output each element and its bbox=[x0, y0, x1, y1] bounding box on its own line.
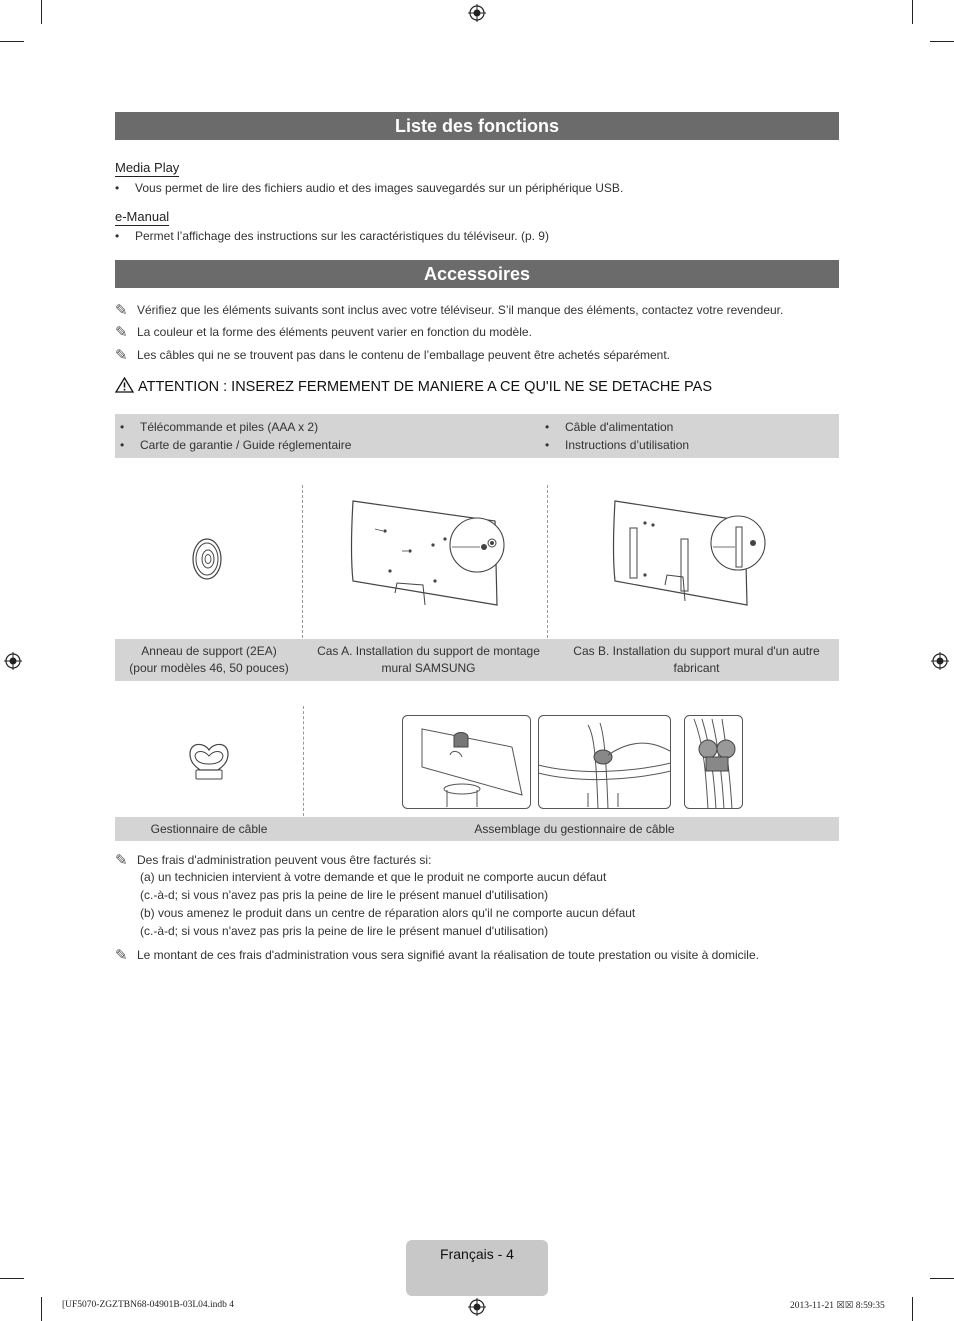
caption-cable-manager: Gestionnaire de câble bbox=[150, 822, 268, 836]
crop-mark bbox=[41, 0, 42, 24]
crop-mark bbox=[0, 41, 24, 42]
divider bbox=[303, 706, 304, 816]
crop-mark bbox=[0, 1278, 24, 1279]
registration-mark-icon bbox=[468, 4, 486, 22]
cable-manager-illustration bbox=[186, 740, 232, 784]
crop-mark bbox=[930, 1278, 954, 1279]
section-title-features: Liste des fonctions bbox=[115, 112, 839, 140]
print-file-info: [UF5070-ZGZTBN68-04901B-03L04.indb 4 bbox=[62, 1300, 235, 1310]
feature-desc: • Vous permet de lire des fichiers audio et des images sauvegardés sur un périphérique USB. bbox=[115, 181, 624, 195]
caption-case-b: Cas B. Installation du support mural d'un autre fabricant bbox=[573, 644, 820, 675]
caption-cable-manager-assembly: Assemblage du gestionnaire de câble bbox=[474, 822, 675, 836]
third-party-wall-mount-illustration bbox=[605, 493, 775, 623]
fee-note-line: (b) vous amenez le produit dans un centre de réparation alors qu'il ne comporte aucun défaut bbox=[140, 906, 636, 920]
accessory-item: • Télécommande et piles (AAA x 2) bbox=[120, 420, 319, 434]
pencil-note-icon: ✎ bbox=[115, 947, 128, 964]
pencil-note-icon: ✎ bbox=[115, 324, 128, 341]
feature-name-e-manual: e-Manual bbox=[115, 209, 170, 224]
registration-mark-icon bbox=[4, 652, 22, 670]
section-title-accessories: Accessoires bbox=[115, 260, 839, 288]
pencil-note-icon: ✎ bbox=[115, 852, 128, 869]
samsung-wall-mount-illustration bbox=[345, 493, 515, 623]
fee-note-line: (c.-à-d; si vous n'avez pas pris la peine de lire le présent manuel d'utilisation) bbox=[140, 924, 549, 938]
fee-note-last: ✎ Le montant de ces frais d'administration vous sera signifié avant la réalisation de toute prestation ou visite à domicile. bbox=[115, 947, 759, 964]
accessory-item: • Câble d'alimentation bbox=[545, 420, 674, 434]
crop-mark bbox=[41, 1297, 42, 1321]
caption-holder-ring: Anneau de support (2EA) (pour modèles 46, 50 pouces) bbox=[129, 644, 289, 675]
warning-triangle-icon bbox=[115, 377, 134, 393]
fee-note-line: (a) un technicien intervient à votre demande et que le produit ne comporte aucun défaut bbox=[140, 870, 607, 884]
crop-mark bbox=[912, 0, 913, 24]
pencil-note-icon: ✎ bbox=[115, 347, 128, 364]
feature-name-media-play: Media Play bbox=[115, 160, 180, 175]
accessory-item: • Carte de garantie / Guide réglementaire bbox=[120, 438, 352, 452]
registration-mark-icon bbox=[468, 1298, 486, 1316]
caption-case-a: Cas A. Installation du support de montage mural SAMSUNG bbox=[317, 644, 540, 675]
fee-note-line: (c.-à-d; si vous n'avez pas pris la peine de lire le présent manuel d'utilisation) bbox=[140, 888, 549, 902]
cable-manager-step1-illustration bbox=[402, 715, 531, 809]
note: ✎ Vérifiez que les éléments suivants sont inclus avec votre téléviseur. S’il manque des éléments, contactez votre revendeur. bbox=[115, 302, 784, 319]
cable-manager-step2-illustration bbox=[538, 715, 671, 809]
accessory-item: • Instructions d’utilisation bbox=[545, 438, 690, 452]
divider bbox=[547, 485, 548, 638]
crop-mark bbox=[930, 41, 954, 42]
cable-manager-step3-illustration bbox=[684, 715, 743, 809]
attention-warning: ATTENTION : INSEREZ FERMEMENT DE MANIERE A CE QU'IL NE SE DETACHE PAS bbox=[115, 377, 712, 395]
feature-desc: • Permet l’affichage des instructions sur les caractéristiques du téléviseur. (p. 9) bbox=[115, 229, 549, 243]
divider bbox=[302, 485, 303, 638]
pencil-note-icon: ✎ bbox=[115, 302, 128, 319]
holder-ring-illustration bbox=[185, 535, 229, 583]
fee-note-intro: ✎ Des frais d'administration peuvent vous être facturés si: bbox=[115, 852, 432, 869]
note: ✎ La couleur et la forme des éléments peuvent varier en fonction du modèle. bbox=[115, 324, 532, 341]
registration-mark-icon bbox=[931, 652, 949, 670]
crop-mark bbox=[912, 1297, 913, 1321]
print-timestamp: 2013-11-21 ☒☒ 8:59:35 bbox=[790, 1301, 885, 1311]
note: ✎ Les câbles qui ne se trouvent pas dans le contenu de l’emballage peuvent être achetés séparément. bbox=[115, 347, 671, 364]
page-number: Français - 4 bbox=[440, 1246, 514, 1262]
